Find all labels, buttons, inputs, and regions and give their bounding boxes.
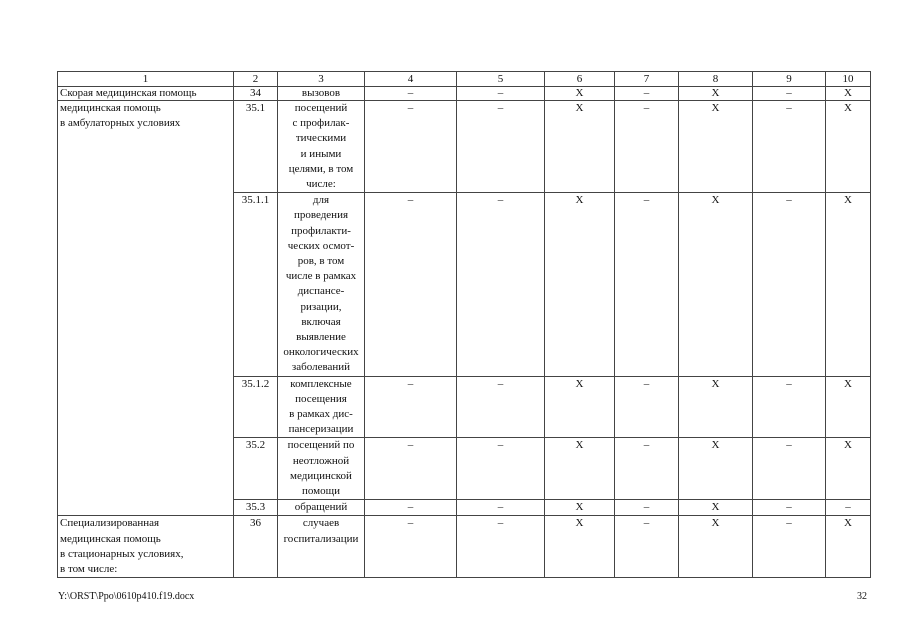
value-cell: Х [826,438,871,500]
value-cell: Х [545,101,615,193]
value-cell: Х [679,516,753,578]
unit-cell: обращений [278,500,365,516]
unit-cell: для проведения профилакти- ческих осмот- ров, в том числе в рамках диспансе- ризации, включая выявление онкологических заболеваний [278,193,365,376]
value-cell: Х [679,193,753,376]
table-row [58,101,871,193]
value-cell: Х [826,516,871,578]
column-header: 9 [753,72,826,87]
value-cell: Х [826,193,871,376]
value-cell: – [457,438,545,500]
row-number-cell: 35.1 [234,101,278,193]
data-table [57,71,871,578]
column-header: 7 [615,72,679,87]
value-cell: – [753,87,826,101]
value-cell: – [365,500,457,516]
value-cell: – [615,516,679,578]
value-cell: – [457,101,545,193]
value-cell: – [457,87,545,101]
value-cell: Х [545,516,615,578]
column-header: 4 [365,72,457,87]
value-cell: – [753,438,826,500]
care-type-cell: медицинская помощь в амбулаторных условиях [58,101,234,516]
value-cell: Х [826,87,871,101]
column-header: 6 [545,72,615,87]
value-cell: – [753,500,826,516]
unit-cell: комплексные посещения в рамках дис- пансеризации [278,376,365,438]
value-cell: – [753,516,826,578]
value-cell: Х [679,101,753,193]
column-header: 3 [278,72,365,87]
unit-cell: посещений с профилак- тическими и иными целями, в том числе: [278,101,365,193]
value-cell: – [457,516,545,578]
row-number-cell: 35.1.2 [234,376,278,438]
row-number-cell: 35.3 [234,500,278,516]
column-header: 10 [826,72,871,87]
value-cell: – [457,376,545,438]
column-header: 5 [457,72,545,87]
value-cell: – [615,438,679,500]
page-number: 32 [857,591,867,602]
column-header: 2 [234,72,278,87]
value-cell: – [615,87,679,101]
value-cell: – [457,500,545,516]
table-row [58,87,871,101]
value-cell: – [826,500,871,516]
value-cell: Х [545,500,615,516]
value-cell: Х [679,376,753,438]
value-cell: Х [545,438,615,500]
value-cell: Х [679,500,753,516]
value-cell: – [457,193,545,376]
value-cell: – [753,376,826,438]
value-cell: Х [545,87,615,101]
value-cell: – [365,376,457,438]
value-cell: Х [679,87,753,101]
header-row [58,72,871,87]
value-cell: – [365,516,457,578]
unit-cell: случаев госпитализации [278,516,365,578]
value-cell: – [365,87,457,101]
value-cell: – [615,193,679,376]
value-cell: – [615,101,679,193]
row-number-cell: 36 [234,516,278,578]
unit-cell: вызовов [278,87,365,101]
value-cell: – [753,193,826,376]
column-header: 1 [58,72,234,87]
row-number-cell: 35.1.1 [234,193,278,376]
care-type-cell: Специализированная медицинская помощь в стационарных условиях, в том числе: [58,516,234,578]
value-cell: – [753,101,826,193]
column-header: 8 [679,72,753,87]
value-cell: Х [826,101,871,193]
value-cell: – [615,500,679,516]
value-cell: – [615,376,679,438]
file-path: Y:\ORST\Ppo\0610p410.f19.docx [58,591,195,602]
care-type-cell: Скорая медицинская помощь [58,87,234,101]
table-row [58,516,871,578]
row-number-cell: 35.2 [234,438,278,500]
value-cell: – [365,101,457,193]
value-cell: Х [545,193,615,376]
unit-cell: посещений по неотложной медицинской помощи [278,438,365,500]
value-cell: – [365,438,457,500]
value-cell: Х [545,376,615,438]
value-cell: Х [826,376,871,438]
row-number-cell: 34 [234,87,278,101]
value-cell: – [365,193,457,376]
value-cell: Х [679,438,753,500]
